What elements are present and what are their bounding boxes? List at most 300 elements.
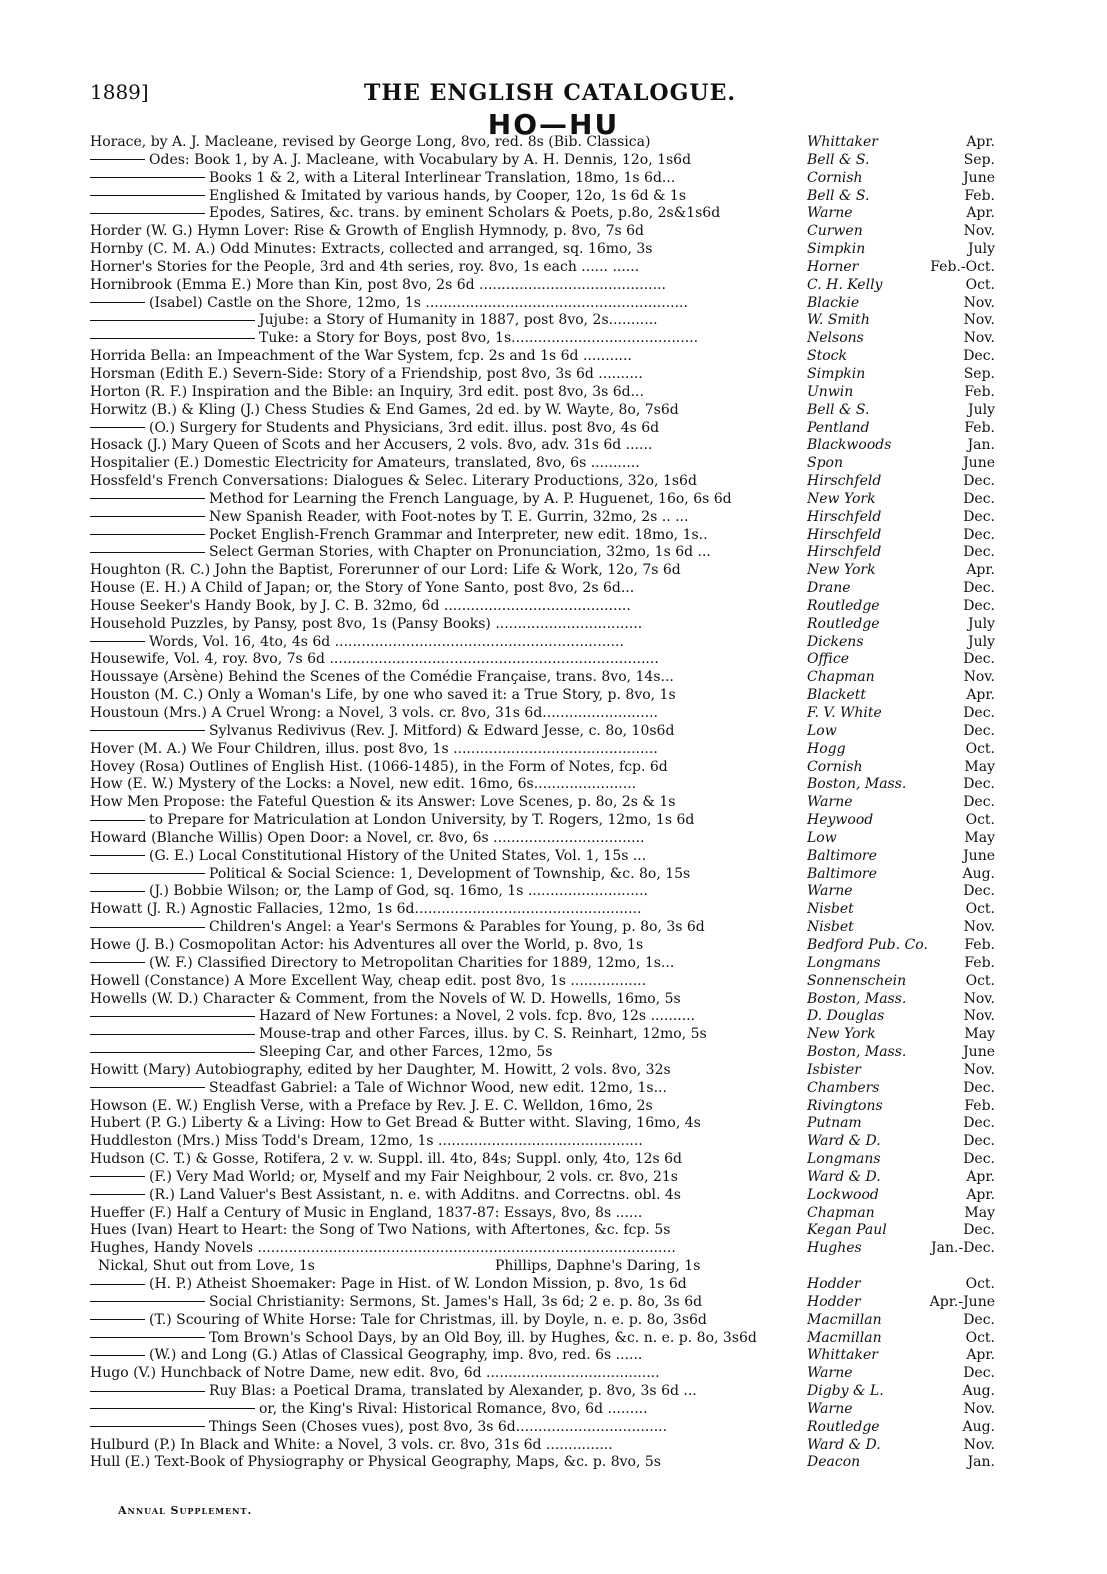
entry-date: Nov. <box>963 1061 995 1078</box>
catalogue-entry <box>90 223 995 241</box>
entry-text: Horrida Bella: an Impeachment of the War System, fcp. 2s and 1s 6d ........... <box>90 348 632 365</box>
publisher-name: Nisbet <box>807 901 854 918</box>
publisher-name: Hodder <box>807 1276 861 1292</box>
catalogue-entry <box>90 1062 995 1080</box>
entry-date: June <box>963 455 995 472</box>
entry-title <box>90 152 807 170</box>
entry-text: Howatt (J. R.) Agnostic Fallacies, 12mo, 1s 6d................................................... <box>90 901 642 918</box>
publisher-name: Cornish <box>807 758 863 775</box>
publisher-name: Hirschfeld <box>807 473 882 490</box>
catalogue-entry <box>90 687 995 705</box>
entry-title <box>90 1347 807 1365</box>
catalogue-entry <box>90 1044 995 1062</box>
catalogue-entry <box>90 1098 995 1116</box>
catalogue-entry <box>90 759 995 777</box>
publisher-name: Baltimore <box>807 847 877 864</box>
entry-date: Dec. <box>963 580 995 597</box>
page-year: 1889] <box>90 80 149 104</box>
entry-title <box>90 562 807 580</box>
catalogue-entry <box>90 634 995 652</box>
entry-text: Hosack (J.) Mary Queen of Scots and her Accusers, 2 vols. 8vo, adv. 31s 6d ...... <box>90 437 653 454</box>
entry-title <box>90 348 807 366</box>
entry-publisher <box>807 473 995 491</box>
entry-text: Houssaye (Arsène) Behind the Scenes of the Comédie Française, trans. 8vo, 14s... <box>90 669 674 686</box>
entry-date: Feb.-Oct. <box>930 258 995 275</box>
catalogue-entry <box>90 973 995 991</box>
entry-date: Oct. <box>965 1276 995 1292</box>
entry-date: Nov. <box>963 294 995 311</box>
entry-title <box>90 866 807 884</box>
ditto-rule <box>90 498 205 499</box>
entry-date: Nov. <box>963 1400 995 1417</box>
entry-title <box>90 134 807 152</box>
entry-title <box>90 509 807 527</box>
entry-publisher <box>807 651 995 669</box>
entry-publisher <box>807 705 995 723</box>
ditto-rule <box>90 1194 145 1195</box>
entry-publisher <box>807 1205 995 1223</box>
publisher-name: D. Douglas <box>807 1008 885 1025</box>
entry-text: Hulburd (P.) In Black and White: a Novel, 3 vols. cr. 8vo, 31s 6d ............... <box>90 1436 613 1453</box>
entry-publisher <box>807 616 995 634</box>
entry-publisher <box>807 1151 995 1169</box>
catalogue-entry <box>90 955 995 973</box>
entry-text: Things Seen (Choses vues), post 8vo, 3s 6d.................................. <box>209 1418 668 1435</box>
entry-date: Nov. <box>963 1008 995 1025</box>
entry-publisher <box>807 366 995 384</box>
entry-publisher <box>807 741 995 759</box>
catalogue-entry <box>90 384 995 402</box>
publisher-name: Spon <box>807 455 843 472</box>
publisher-name: Hirschfeld <box>807 508 882 525</box>
entry-text: (T.) Scouring of White Horse: Tale for Christmas, ill. by Doyle, n. e. p. 8o, 3s6d <box>149 1311 707 1328</box>
entry-publisher <box>807 1419 995 1437</box>
entry-publisher <box>807 1080 995 1098</box>
entry-text: Social Christianity: Sermons, St. James's Hall, 3s 6d; 2 e. p. 8o, 3s 6d <box>209 1293 703 1310</box>
catalogue-entry <box>90 830 995 848</box>
entry-publisher <box>807 152 995 170</box>
entry-title <box>90 277 807 295</box>
page-footer: Annual Supplement. <box>118 1504 253 1517</box>
entry-title <box>90 223 807 241</box>
entry-title <box>90 241 807 259</box>
publisher-name: Bedford Pub. Co. <box>807 936 928 953</box>
entry-title <box>90 1151 807 1169</box>
entry-publisher <box>807 1365 995 1383</box>
entry-publisher <box>807 1454 995 1472</box>
entry-date: May <box>964 758 995 775</box>
entry-text: Hornibrook (Emma E.) More than Kin, post 8vo, 2s 6d .......................................... <box>90 276 666 293</box>
entry-title <box>90 437 807 455</box>
entry-date: Dec. <box>963 651 995 668</box>
publisher-name: Dickens <box>807 633 864 650</box>
ditto-rule <box>90 320 255 321</box>
catalogue-entry <box>90 776 995 794</box>
entry-title <box>90 1437 807 1455</box>
entry-date: Dec. <box>963 544 995 561</box>
entry-date: Aug. <box>962 1418 995 1435</box>
entry-date: Oct. <box>965 276 995 293</box>
entry-text: Hues (Ivan) Heart to Heart: the Song of Two Nations, with Aftertones, &c. fcp. 5s <box>90 1222 671 1239</box>
publisher-name: Cornish <box>807 169 863 186</box>
publisher-name: Blackett <box>807 687 866 704</box>
entry-title <box>90 723 807 741</box>
ditto-rule <box>90 855 145 856</box>
catalogue-entry <box>90 1383 995 1401</box>
entry-title <box>90 188 807 206</box>
entry-title <box>90 1365 807 1383</box>
entry-publisher <box>807 1133 995 1151</box>
entry-text: Horder (W. G.) Hymn Lover: Rise & Growth of English Hymnody, p. 8vo, 7s 6d <box>90 223 644 240</box>
publisher-name: Boston, Mass. <box>807 990 907 1007</box>
catalogue-entry <box>90 1312 995 1330</box>
ditto-rule <box>90 1301 205 1302</box>
entry-date: Dec. <box>963 1133 995 1150</box>
entry-date: Dec. <box>963 490 995 507</box>
catalogue-entry <box>90 188 995 206</box>
entry-text: Houghton (R. C.) John the Baptist, Forerunner of our Lord: Life & Work, 12o, 7s 6d <box>90 562 681 579</box>
entry-date: Dec. <box>963 722 995 739</box>
entry-publisher <box>807 188 995 206</box>
publisher-name: Unwin <box>807 383 854 400</box>
entry-text: Sleeping Car, and other Farces, 12mo, 5s <box>259 1044 553 1061</box>
entry-title <box>90 830 807 848</box>
ditto-rule <box>90 1391 205 1392</box>
entry-title <box>90 580 807 598</box>
catalogue-entry <box>90 1419 995 1437</box>
entry-title <box>90 901 807 919</box>
entry-date: June <box>963 169 995 186</box>
entry-publisher <box>807 1401 995 1419</box>
entry-text: House (E. H.) A Child of Japan; or, the Story of Yone Santo, post 8vo, 2s 6d... <box>90 580 635 597</box>
entry-title <box>90 616 807 634</box>
entry-text: House Seeker's Handy Book, by J. C. B. 32mo, 6d .......................................... <box>90 597 631 614</box>
catalogue-entry <box>90 937 995 955</box>
publisher-name: Lockwood <box>807 1186 879 1203</box>
entry-title <box>90 1026 807 1044</box>
entry-publisher <box>807 205 995 223</box>
entry-date: Dec. <box>963 794 995 811</box>
ditto-rule <box>90 873 205 874</box>
entry-date: Nov. <box>963 990 995 1007</box>
entry-date: May <box>964 1026 995 1043</box>
ditto-rule <box>90 1034 255 1035</box>
entry-publisher <box>807 1330 995 1348</box>
publisher-name: Pentland <box>807 419 870 436</box>
entry-title <box>90 1115 807 1133</box>
entry-date: Dec. <box>963 1079 995 1096</box>
entry-publisher <box>807 223 995 241</box>
entry-date: May <box>964 829 995 846</box>
entry-date: Jan. <box>967 437 995 454</box>
entry-title <box>90 1401 807 1419</box>
entry-date: Dec. <box>963 508 995 525</box>
publisher-name: Hirschfeld <box>807 526 882 543</box>
catalogue-entry <box>90 1008 995 1026</box>
catalogue-entry <box>90 580 995 598</box>
entry-publisher <box>807 1222 995 1240</box>
entry-title <box>90 794 807 812</box>
entry-date: Apr. <box>966 1168 995 1185</box>
publisher-name: Chambers <box>807 1079 880 1096</box>
catalogue-entry <box>90 705 995 723</box>
entry-publisher <box>807 527 995 545</box>
publisher-name: Routledge <box>807 615 880 632</box>
publisher-name: Kegan Paul <box>807 1222 887 1239</box>
entry-title <box>90 937 807 955</box>
entry-publisher <box>807 937 995 955</box>
entry-date: Dec. <box>963 776 995 793</box>
entry-publisher <box>807 955 995 973</box>
ditto-rule <box>90 213 205 214</box>
entry-text: Hueffer (F.) Half a Century of Music in England, 1837-87: Essays, 8vo, 8s ...... <box>90 1204 643 1221</box>
entry-title <box>90 741 807 759</box>
entry-publisher <box>807 776 995 794</box>
entry-text: Houstoun (Mrs.) A Cruel Wrong: a Novel, 3 vols. cr. 8vo, 31s 6d.......................... <box>90 705 659 721</box>
publisher-name: Macmillan <box>807 1329 882 1346</box>
catalogue-entry <box>90 241 995 259</box>
entry-title <box>90 883 807 901</box>
publisher-name: Rivingtons <box>807 1097 883 1114</box>
entry-title <box>90 669 807 687</box>
entry-title <box>90 402 807 420</box>
catalogue-entry <box>90 366 995 384</box>
entry-text: (R.) Land Valuer's Best Assistant, n. e. with Additns. and Correctns. obl. 4s <box>149 1186 681 1203</box>
entry-publisher <box>807 1383 995 1401</box>
catalogue-entry <box>90 1187 995 1205</box>
entry-text: (H. P.) Atheist Shoemaker: Page in Hist. of W. London Mission, p. 8vo, 1s 6d <box>149 1276 687 1292</box>
catalogue-entry <box>90 437 995 455</box>
section-heading: HO—HU <box>487 108 620 141</box>
publisher-name: Drane <box>807 580 851 597</box>
catalogue-entry <box>90 312 995 330</box>
entry-publisher <box>807 1098 995 1116</box>
publisher-name: New York <box>807 562 876 579</box>
entry-title <box>90 1294 807 1312</box>
entry-title <box>90 170 807 188</box>
ditto-rule <box>90 927 205 928</box>
entry-text: Books 1 & 2, with a Literal Interlinear Translation, 18mo, 1s 6d... <box>209 169 676 186</box>
entry-text: Odes: Book 1, by A. J. Macleane, with Vocabulary by A. H. Dennis, 12o, 1s6d <box>149 151 692 168</box>
entry-text: (W.) and Long (G.) Atlas of Classical Geography, imp. 8vo, red. 6s ...... <box>149 1347 643 1364</box>
entry-date: Dec. <box>963 473 995 490</box>
entry-text: Hovey (Rosa) Outlines of English Hist. (1066-1485), in the Form of Notes, fcp. 6d <box>90 758 668 775</box>
entry-title <box>90 1169 807 1187</box>
entry-publisher <box>807 1062 995 1080</box>
entry-text: Words, Vol. 16, 4to, 4s 6d ................................................................. <box>149 633 624 650</box>
entry-date: Oct. <box>965 740 995 757</box>
entry-text: Hubert (P. G.) Liberty & a Living: How to Get Bread & Butter witht. Slaving, 16mo, 4s <box>90 1115 701 1132</box>
page-header <box>90 80 1010 110</box>
entry-date: Nov. <box>963 223 995 240</box>
entry-title <box>90 955 807 973</box>
publisher-name: Warne <box>807 205 853 222</box>
catalogue-entry <box>90 812 995 830</box>
entry-title <box>90 491 807 509</box>
entry-text: Hornby (C. M. A.) Odd Minutes: Extracts, collected and arranged, sq. 16mo, 3s <box>90 241 653 258</box>
entry-publisher <box>807 509 995 527</box>
entry-publisher <box>807 1115 995 1133</box>
catalogue-entry <box>90 741 995 759</box>
catalogue-entry <box>90 723 995 741</box>
entry-date: Apr. <box>966 1347 995 1364</box>
ditto-rule <box>90 159 145 160</box>
entry-title <box>90 420 807 438</box>
entry-publisher <box>807 170 995 188</box>
entry-title <box>90 634 807 652</box>
entry-text: Housewife, Vol. 4, roy. 8vo, 7s 6d .......................................................................... <box>90 651 659 668</box>
entry-title <box>90 598 807 616</box>
entry-text: Children's Angel: a Year's Sermons & Parables for Young, p. 8o, 3s 6d <box>209 919 705 936</box>
catalogue-entry <box>90 1437 995 1455</box>
entry-publisher <box>807 1187 995 1205</box>
entry-title <box>90 1419 807 1437</box>
entry-publisher <box>807 973 995 991</box>
publisher-name: Longmans <box>807 1151 881 1168</box>
entry-title <box>90 473 807 491</box>
catalogue-entry <box>90 277 995 295</box>
entry-date: Feb. <box>964 1097 995 1114</box>
publisher-name: Heywood <box>807 812 874 829</box>
publisher-name: Hodder <box>807 1293 861 1310</box>
entry-title <box>90 544 807 562</box>
entry-date: July <box>967 241 995 258</box>
entry-text: (G. E.) Local Constitutional History of the United States, Vol. 1, 15s ... <box>149 847 647 864</box>
ditto-rule <box>90 1176 145 1177</box>
catalogue-entry <box>90 794 995 812</box>
entry-publisher <box>807 883 995 901</box>
catalogue-entry <box>90 919 995 937</box>
publisher-name: Office <box>807 651 849 668</box>
entry-date: Jan.-Dec. <box>931 1240 995 1257</box>
entry-text: Hudson (C. T.) & Gosse, Rotifera, 2 v. w. Suppl. ill. 4to, 84s; Suppl. only, 4to, 12s 6d <box>90 1151 683 1168</box>
entry-title <box>90 1187 807 1205</box>
publisher-name: Blackwoods <box>807 437 892 454</box>
ditto-rule <box>90 516 205 517</box>
publisher-name: Simpkin <box>807 241 866 258</box>
publisher-name: C. H. Kelly <box>807 276 883 293</box>
entry-publisher <box>807 1240 995 1258</box>
entry-date: July <box>967 615 995 632</box>
publisher-name: Warne <box>807 883 853 900</box>
entry-publisher <box>807 848 995 866</box>
catalogue-entry <box>90 848 995 866</box>
page-title: THE ENGLISH CATALOGUE. <box>364 80 736 106</box>
catalogue-entry <box>90 544 995 562</box>
entry-title <box>90 295 807 313</box>
entry-publisher <box>807 794 995 812</box>
catalogue-entry <box>90 562 995 580</box>
ditto-rule <box>90 1408 255 1409</box>
catalogue-entry <box>90 330 995 348</box>
entry-publisher <box>807 420 995 438</box>
entry-publisher <box>807 241 995 259</box>
entry-publisher <box>807 991 995 1009</box>
ditto-rule <box>90 1087 205 1088</box>
catalogue-entry <box>90 402 995 420</box>
entry-title <box>90 259 807 277</box>
publisher-name: F. V. White <box>807 705 882 721</box>
entry-publisher <box>807 1312 995 1330</box>
entry-title <box>90 651 807 669</box>
entry-date: Apr. <box>966 205 995 222</box>
publisher-name: Warne <box>807 1365 853 1382</box>
entry-date: Nov. <box>963 919 995 936</box>
catalogue-entry <box>90 1080 995 1098</box>
entry-date: Dec. <box>963 1365 995 1382</box>
publisher-name: Simpkin <box>807 365 866 382</box>
publisher-name: Ward & D. <box>807 1436 881 1453</box>
entry-text: Horace, by A. J. Macleane, revised by George Long, 8vo, red. 8s (Bib. Classica) <box>90 134 651 150</box>
publisher-name: Longmans <box>807 954 881 971</box>
ditto-rule <box>90 891 145 892</box>
catalogue-entry <box>90 527 995 545</box>
entry-text: Englished & Imitated by various hands, by Cooper, 12o, 1s 6d & 1s <box>209 187 686 204</box>
publisher-name: Bell & S. <box>807 187 870 204</box>
publisher-name: Baltimore <box>807 865 877 882</box>
entry-date: Apr. <box>966 687 995 704</box>
ditto-rule <box>90 302 145 303</box>
catalogue-entry <box>90 883 995 901</box>
entry-text: Howitt (Mary) Autobiography, edited by her Daughter, M. Howitt, 2 vols. 8vo, 32s <box>90 1061 671 1078</box>
entry-publisher <box>807 455 995 473</box>
entry-date: Oct. <box>965 1329 995 1346</box>
entry-publisher <box>807 330 995 348</box>
entry-title <box>90 776 807 794</box>
publisher-name: Isbister <box>807 1061 861 1078</box>
entry-publisher <box>807 1044 995 1062</box>
publisher-name: Bell & S. <box>807 151 870 168</box>
publisher-name: Stock <box>807 348 847 365</box>
entry-text: Tuke: a Story for Boys, post 8vo, 1s.......................................... <box>259 330 699 347</box>
entry-date: Feb. <box>964 936 995 953</box>
catalogue-entry <box>90 348 995 366</box>
ditto-rule <box>90 552 205 553</box>
entry-text: Horner's Stories for the People, 3rd and 4th series, roy. 8vo, 1s each ...... ...... <box>90 258 640 275</box>
entry-date: Sep. <box>963 151 995 168</box>
entry-title <box>90 1222 807 1240</box>
entry-date: Sep. <box>963 365 995 382</box>
entry-title <box>90 366 807 384</box>
entry-subtitle-left: Nickal, Shut out from Love, 1s <box>98 1258 315 1275</box>
entry-text: Sylvanus Redivivus (Rev. J. Mitford) & Edward Jesse, c. 8o, 10s6d <box>209 722 675 739</box>
entry-publisher <box>807 580 995 598</box>
catalogue-entry <box>90 205 995 223</box>
ditto-rule <box>90 962 145 963</box>
entry-date: Aug. <box>962 1383 995 1400</box>
entry-date: Apr. <box>966 562 995 579</box>
catalogue-entry <box>90 491 995 509</box>
publisher-name: Low <box>807 722 837 739</box>
entry-text: How Men Propose: the Fateful Question & its Answer: Love Scenes, p. 8o, 2s & 1s <box>90 794 676 811</box>
entry-text: Select German Stories, with Chapter on Pronunciation, 32mo, 1s 6d ... <box>209 544 711 561</box>
entry-text: Howard (Blanche Willis) Open Door: a Novel, cr. 8vo, 6s .................................. <box>90 829 645 846</box>
entry-text: Howells (W. D.) Character & Comment, from the Novels of W. D. Howells, 16mo, 5s <box>90 990 681 1007</box>
catalogue-entry <box>90 1401 995 1419</box>
entry-date: Oct. <box>965 901 995 918</box>
entry-publisher <box>807 259 995 277</box>
entry-subtitle-right: Phillips, Daphne's Daring, 1s <box>494 1258 701 1275</box>
publisher-name: Ward & D. <box>807 1133 881 1150</box>
entry-text: Hover (M. A.) We Four Children, illus. post 8vo, 1s .............................................. <box>90 740 658 757</box>
entry-date: Apr. <box>966 134 995 150</box>
publisher-name: Putnam <box>807 1115 862 1132</box>
publisher-name: Hogg <box>807 740 846 757</box>
catalogue-entry <box>90 1276 995 1294</box>
entry-text: How (E. W.) Mystery of the Locks: a Novel, new edit. 16mo, 6s....................... <box>90 776 637 793</box>
entry-title <box>90 1205 807 1223</box>
publisher-name: Low <box>807 829 837 846</box>
